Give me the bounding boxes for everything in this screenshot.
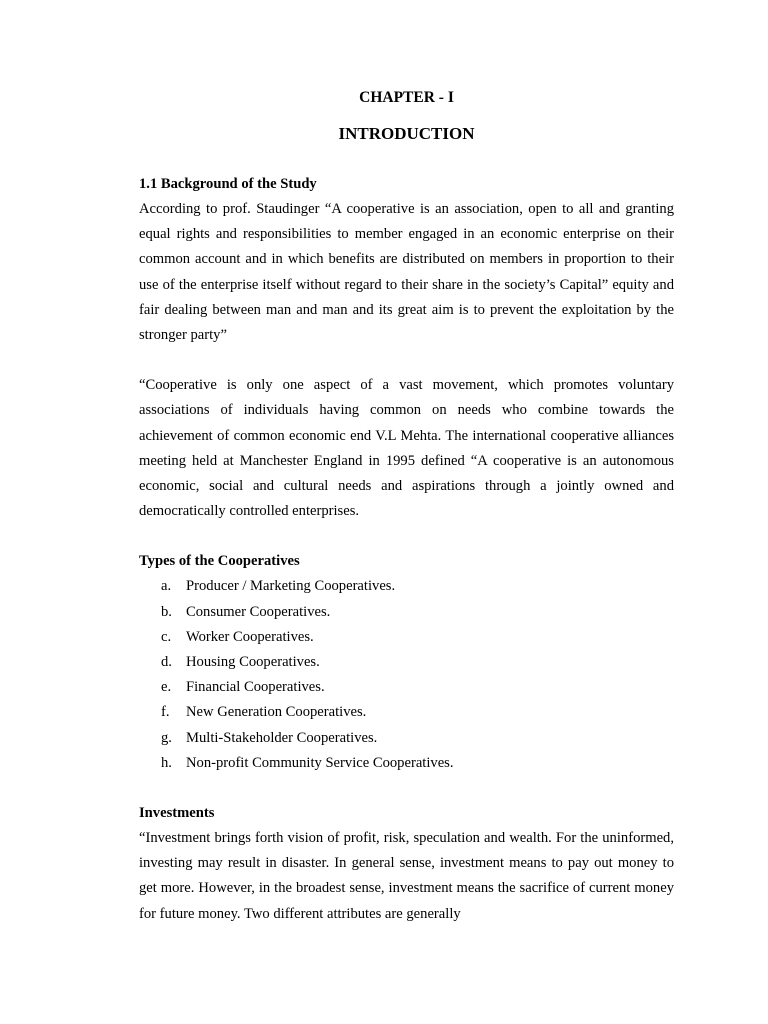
list-item: [161, 726, 674, 751]
list-item-text: Housing Cooperatives.: [186, 654, 320, 671]
section-heading-investments: Investments: [139, 805, 215, 822]
chapter-title: INTRODUCTION: [338, 124, 475, 143]
paragraph-investment-definition: “Investment brings forth vision of profit, risk, speculation and wealth. For the uninformed, investing may result in disaster. In general sense, investment means to pay out money to get more. However, in the broadest sense, investment means the sacrifice of current money for future money. Two different attributes are generally: [139, 830, 674, 922]
list-item: [161, 625, 674, 650]
list-item: [161, 650, 674, 675]
document-page: [139, 88, 674, 927]
list-item-text: Multi-Stakeholder Cooperatives.: [186, 729, 378, 746]
list-item: [161, 700, 674, 725]
paragraph-mehta-definition: “Cooperative is only one aspect of a vast movement, which promotes voluntary associations of individuals having common on needs who combine towards the achievement of common economic end V.L Mehta. The international cooperative alliances meeting held at Manchester England in 1995 defined “A cooperative is an autonomous economic, social and cultural needs and aspirations through a jointly owned and democratically controlled enterprises.: [139, 377, 674, 520]
list-item: [161, 751, 674, 776]
cooperative-types-list: [139, 574, 674, 776]
paragraph-gap: [139, 524, 674, 549]
list-marker: a.: [161, 578, 172, 595]
chapter-label: CHAPTER - I: [359, 89, 454, 106]
list-marker: d.: [161, 654, 172, 671]
list-item-text: Financial Cooperatives.: [186, 679, 325, 696]
list-marker: g.: [161, 729, 172, 746]
list-marker: c.: [161, 628, 172, 645]
list-item: [161, 675, 674, 700]
section-heading-types: Types of the Cooperatives: [139, 553, 300, 570]
list-item-text: Non-profit Community Service Cooperatives.: [186, 754, 454, 771]
list-item-text: Consumer Cooperatives.: [186, 603, 331, 620]
paragraph-gap: [139, 776, 674, 801]
paragraph-staudinger-definition: According to prof. Staudinger “A cooperative is an association, open to all and granting equal rights and responsibilities to member engaged in an economic enterprise on their common account and in which benefits are distributed on members in proportion to their use of the enterprise itself without regard to their share in the society’s Capital” equity and fair dealing between man and man and its great aim is to prevent the exploitation by the stronger party”: [139, 201, 674, 344]
list-marker: f.: [161, 704, 170, 721]
list-item: [161, 600, 674, 625]
list-item-text: Producer / Marketing Cooperatives.: [186, 578, 396, 595]
list-item-text: Worker Cooperatives.: [186, 628, 314, 645]
section-heading-background: 1.1 Background of the Study: [139, 176, 317, 192]
list-marker: e.: [161, 679, 172, 696]
list-marker: h.: [161, 754, 172, 771]
list-item: [161, 574, 674, 599]
paragraph-gap: [139, 348, 674, 373]
list-marker: b.: [161, 603, 172, 620]
list-item-text: New Generation Cooperatives.: [186, 704, 367, 721]
